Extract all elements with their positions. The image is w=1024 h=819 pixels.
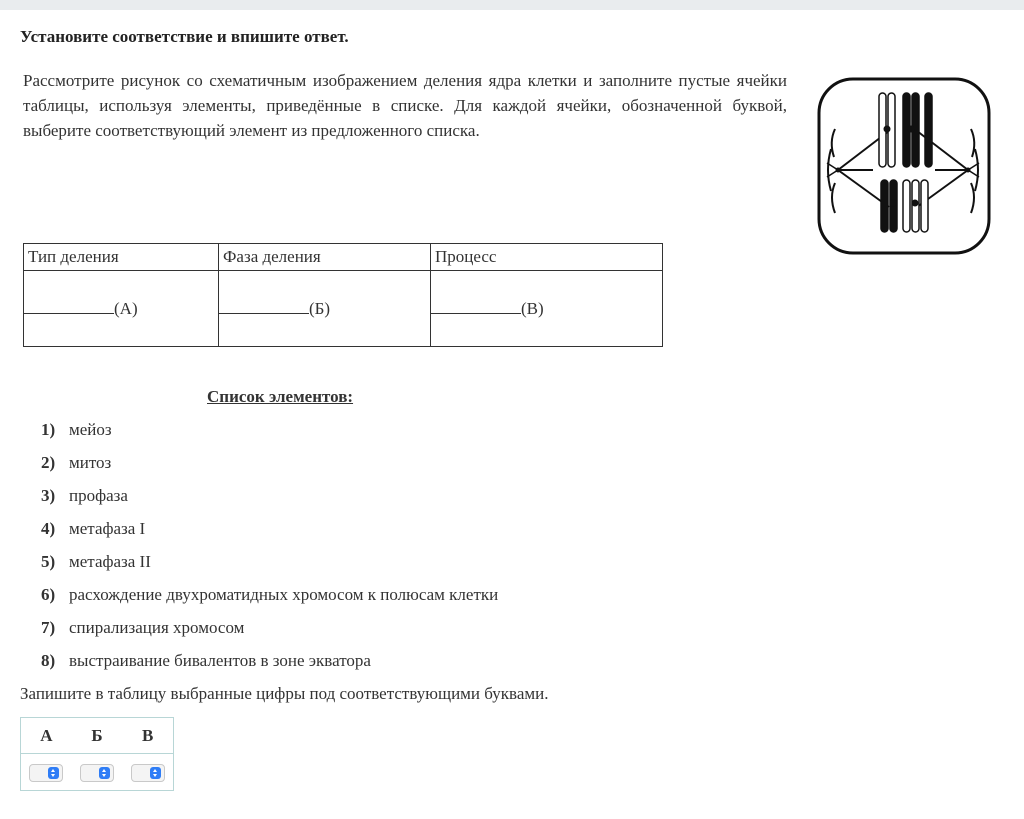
table-cell-v bbox=[431, 271, 663, 347]
list-item: 1) мейоз bbox=[41, 420, 112, 439]
cell-label-a: (А) bbox=[114, 298, 138, 318]
answer-header bbox=[21, 718, 173, 754]
list-item: 4) метафаза I bbox=[41, 519, 146, 538]
table-header-process: Процесс bbox=[431, 244, 663, 271]
list-item: 8) выстраивание бивалентов в зоне экватора bbox=[41, 651, 371, 670]
cell-label-b: (Б) bbox=[309, 298, 331, 318]
answer-cell-b bbox=[72, 764, 123, 782]
list-item: 5) метафаза II bbox=[41, 552, 151, 571]
list-item: 2) митоз bbox=[41, 453, 112, 472]
blank-line bbox=[24, 299, 114, 314]
answer-cell-a bbox=[21, 764, 72, 782]
list-item: 3) профаза bbox=[41, 486, 128, 505]
chevron-updown-icon bbox=[99, 767, 110, 779]
answer-table bbox=[20, 717, 174, 791]
answer-letter-v: В bbox=[142, 726, 154, 745]
list-item: 7) спирализация хромосом bbox=[41, 618, 245, 637]
chevron-updown-icon bbox=[48, 767, 59, 779]
answer-letter-b: Б bbox=[91, 726, 103, 745]
final-instruction: Запишите в таблицу выбранные цифры под соответствующими буквами. bbox=[20, 684, 549, 703]
cell-label-v: (В) bbox=[521, 298, 544, 318]
answer-select-b[interactable] bbox=[80, 764, 114, 782]
chevron-updown-icon bbox=[150, 767, 161, 779]
task-table bbox=[23, 243, 663, 347]
table-cell-a bbox=[24, 271, 219, 347]
list-title: Список элементов: bbox=[207, 387, 354, 406]
cell-division-figure bbox=[817, 77, 991, 255]
blank-line bbox=[219, 299, 309, 314]
answer-select-a[interactable] bbox=[29, 764, 63, 782]
table-header-phase: Фаза деления bbox=[219, 244, 431, 271]
answer-cell-v bbox=[122, 764, 173, 782]
top-strip bbox=[0, 0, 1024, 10]
answer-row bbox=[21, 754, 173, 782]
answer-select-v[interactable] bbox=[131, 764, 165, 782]
task-prompt: Рассмотрите рисунок со схематичным изображением деления ядра клетки и заполните пустые ячейки таблицы, используя элементы, приведённые в списке. Для каждой ячейки, обозначенной буквой, выберите соответствующий элемент из предложенного списка. bbox=[23, 71, 787, 140]
answer-letter-a: А bbox=[40, 726, 53, 745]
table-header-type: Тип деления bbox=[24, 244, 219, 271]
task-instruction: Установите соответствие и впишите ответ. bbox=[20, 27, 349, 46]
table-cell-b bbox=[219, 271, 431, 347]
blank-line bbox=[431, 299, 521, 314]
list-item: 6) расхождение двухроматидных хромосом к полюсам клетки bbox=[41, 585, 499, 604]
